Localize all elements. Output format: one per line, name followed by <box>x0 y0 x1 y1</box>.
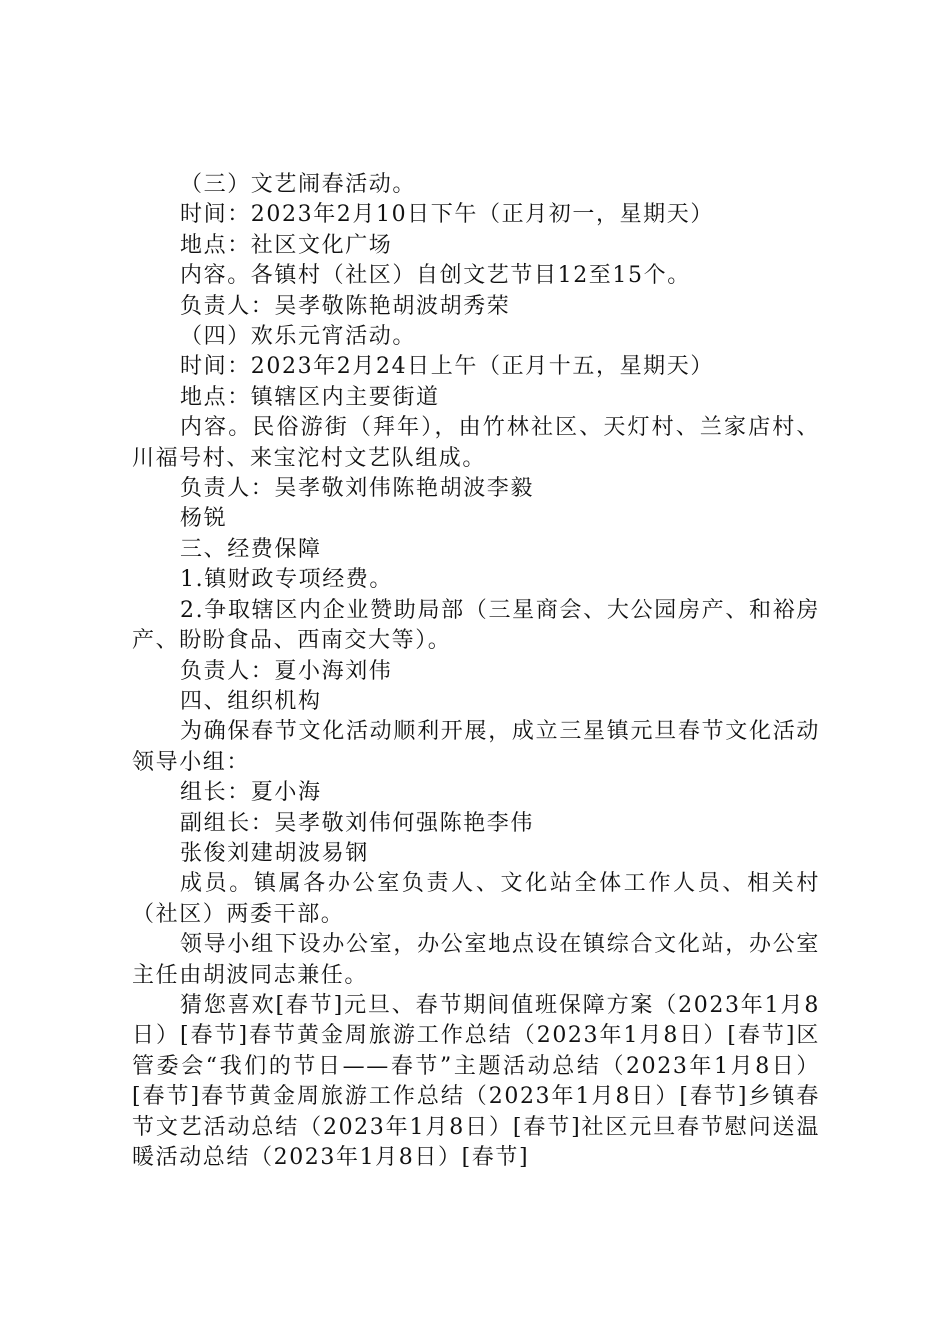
paragraph: 为确保春节文化活动顺利开展，成立三星镇元旦春节文化活动领导小组： <box>132 719 820 775</box>
paragraph: 内容。民俗游街（拜年），由竹林社区、天灯村、兰家店村、川福号村、来宝沱村文艺队组成。 <box>132 415 820 471</box>
paragraph: （四）欢乐元宵活动。 <box>180 324 417 350</box>
paragraph: 2.争取辖区内企业赞助局部（三星商会、大公园房产、和裕房产、盼盼食品、西南交大等）。 <box>132 597 820 654</box>
paragraph: 地点：社区文化广场 <box>180 232 393 258</box>
document-body <box>132 170 820 1173</box>
paragraph: 成员。镇属各办公室负责人、文化站全体工作人员、相关村（社区）两委干部。 <box>132 871 820 927</box>
paragraph: 地点：镇辖区内主要街道 <box>180 384 440 410</box>
paragraph: 负责人：吴孝敬陈艳胡波胡秀荣 <box>180 293 511 319</box>
paragraph: 负责人：夏小海刘伟 <box>180 658 393 684</box>
paragraph: 负责人：吴孝敬刘伟陈艳胡波李毅 <box>180 476 535 502</box>
paragraph: 杨锐 <box>180 506 228 532</box>
paragraph: 1.镇财政专项经费。 <box>180 567 393 593</box>
paragraph: 时间：2023年2月10日下午（正月初一，星期天） <box>180 202 714 228</box>
paragraph: 组长：夏小海 <box>180 780 322 806</box>
paragraph: 副组长：吴孝敬刘伟何强陈艳李伟 <box>180 810 535 836</box>
paragraph: 张俊刘建胡波易钢 <box>180 840 369 866</box>
paragraph: 领导小组下设办公室，办公室地点设在镇综合文化站，办公室主任由胡波同志兼任。 <box>132 932 820 988</box>
section-heading: 三、经费保障 <box>180 536 322 562</box>
paragraph: 内容。各镇村（社区）自创文艺节目12至15个。 <box>180 263 691 289</box>
paragraph: 时间：2023年2月24日上午（正月十五，星期天） <box>180 354 714 380</box>
section-heading: 四、组织机构 <box>180 688 322 714</box>
related-links-paragraph: 猜您喜欢[春节]元旦、春节期间值班保障方案（2023年1月8日）[春节]春节黄金周旅游工作总结（2023年1月8日）[春节]区管委会“我们的节日——春节”主题活动总结（2023年1月8日）[春节]春节黄金周旅游工作总结（2023年1月8日）[春节]乡镇春节文艺活动总结（2023年1月8日）[春节]社区元旦春节慰问送温暖活动总结（2023年1月8日）[春节] <box>132 992 820 1170</box>
paragraph: （三）文艺闹春活动。 <box>180 172 417 197</box>
